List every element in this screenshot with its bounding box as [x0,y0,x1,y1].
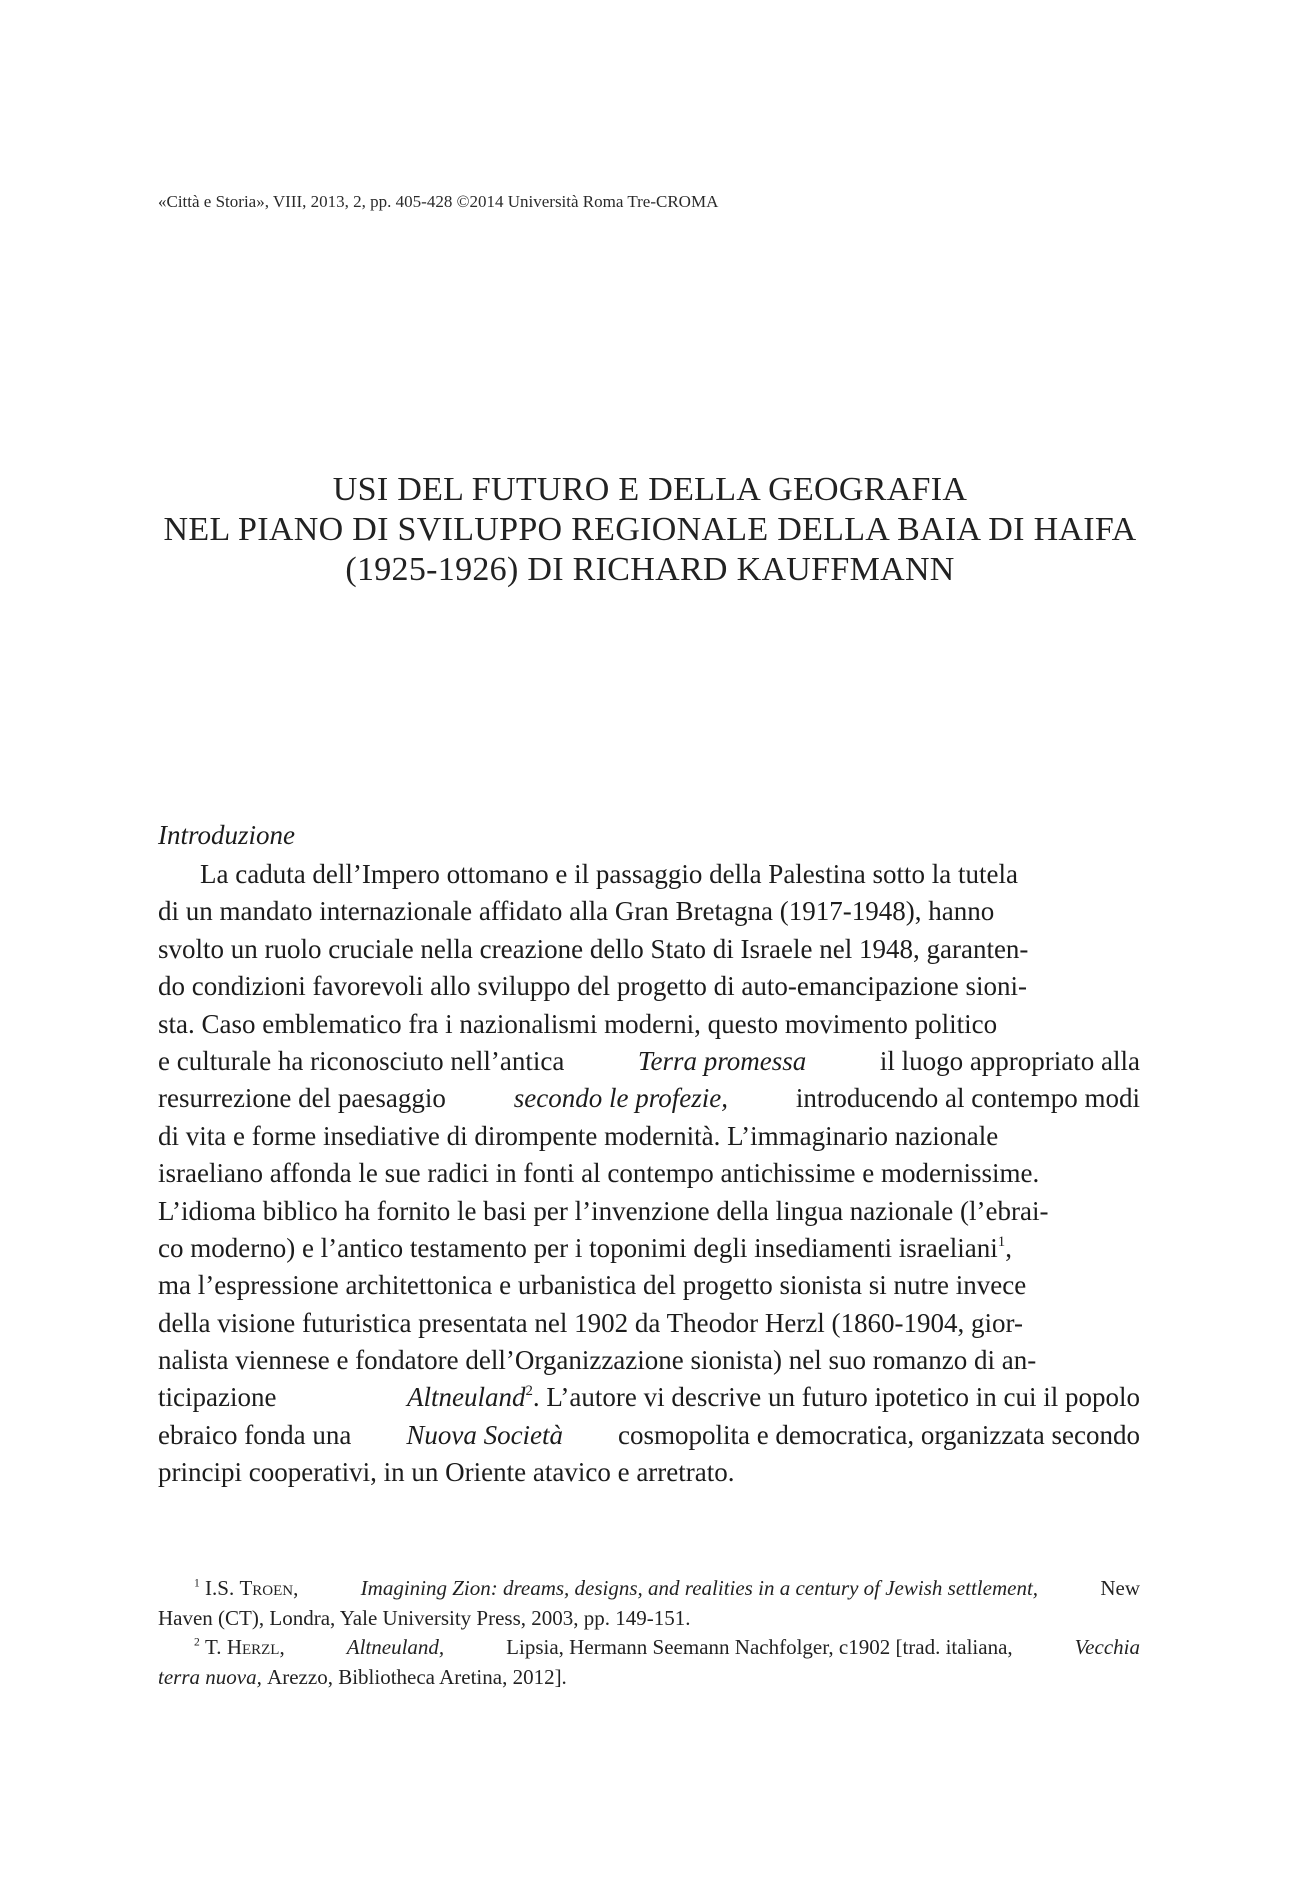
body-line: resurrezione del paesaggio secondo le profezie, introducendo al contempo modi [158,1080,1140,1117]
title-line-1: USI DEL FUTURO E DELLA GEOGRAFIA [332,471,968,508]
body-line: nalista viennese e fondatore dell’Organizzazione sionista) nel suo romanzo di an- [158,1345,1037,1376]
footnote-ref-2[interactable]: 2 [525,1383,533,1400]
italic-term: secondo le profezie, [513,1083,728,1114]
body-line: ma l’espressione architettonica e urbanistica del progetto sionista si nutre invece [158,1270,1027,1301]
body-line: della visione futuristica presentata nel 1902 da Theodor Herzl (1860-1904, gior- [158,1307,1023,1338]
body-line: svolto un ruolo cruciale nella creazione dello Stato di Israele nel 1948, garanten- [158,933,1029,964]
body-line: israeliano affonda le sue radici in fonti al contempo antichissime e modernissime. [158,1158,1040,1189]
title-line-2: NEL PIANO DI SVILUPPO REGIONALE DELLA BAIA DI HAIFA [163,511,1137,548]
article-title [0,470,1300,590]
body-line: L’idioma biblico ha fornito le basi per l’invenzione della lingua nazionale (l’ebrai- [158,1195,1049,1226]
body-line: sta. Caso emblematico fra i nazionalismi moderni, questo movimento politico [158,1008,998,1039]
body-line: ebraico fonda una Nuova Società cosmopolita e democratica, organizzata secondo [158,1417,1140,1454]
body-line: ticipazione Altneuland$^2$. L’autore vi descrive un futuro ipotetico in cui il popolo [158,1382,1140,1413]
footnote-1: $^1$ I.S. Troen, Imagining Zion: dreams, designs, and realities in a century of Jewish settlement, New [194,1576,1140,1600]
italic-term: Altneuland [406,1382,526,1413]
title-line-3: (1925-1926) DI RICHARD KAUFFMANN [345,551,955,588]
footnotes [158,1574,1140,1692]
footnote-1-cont: Haven (CT), Londra, Yale University Press, 2003, pp. 149-151. [158,1605,691,1630]
body-line: La caduta dell’Impero ottomano e il passaggio della Palestina sotto la tutela [200,859,1019,889]
body-paragraph [158,856,1140,1492]
body-line: e culturale ha riconosciuto nell’antica Terra promessa il luogo appropriato alla [158,1043,1140,1080]
section-heading: Introduzione [158,820,295,850]
footnote-ref-1[interactable]: 1 [997,1233,1006,1250]
body-line: principi cooperativi, in un Oriente atavico e arretrato. [158,1457,735,1488]
body-line: di vita e forme insediative di dirompente modernità. L’immaginario nazionale [158,1120,999,1151]
footnote-2-cont: terra nuova, Arezzo, Bibliotheca Aretina, 2012]. [158,1664,567,1689]
body-line: do condizioni favorevoli allo sviluppo del progetto di auto-emancipazione sioni- [158,971,1028,1002]
body-line: di un mandato internazionale affidato alla Gran Bretagna (1917-1948), hanno [158,896,995,927]
italic-term: Terra promessa [637,1045,807,1076]
journal-citation: «Città e Storia», VIII, 2013, 2, pp. 405-428 ©2014 Università Roma Tre-CROMA [158,192,719,211]
footnote-2: $^2$ T. Herzl, Altneuland, Lipsia, Hermann Seemann Nachfolger, c1902 [trad. italiana, Vecchia [194,1635,1140,1659]
body-line: co moderno) e l’antico testamento per i toponimi degli insediamenti israeliani$^1$, [158,1232,1012,1263]
italic-term: Nuova Società [406,1419,564,1450]
